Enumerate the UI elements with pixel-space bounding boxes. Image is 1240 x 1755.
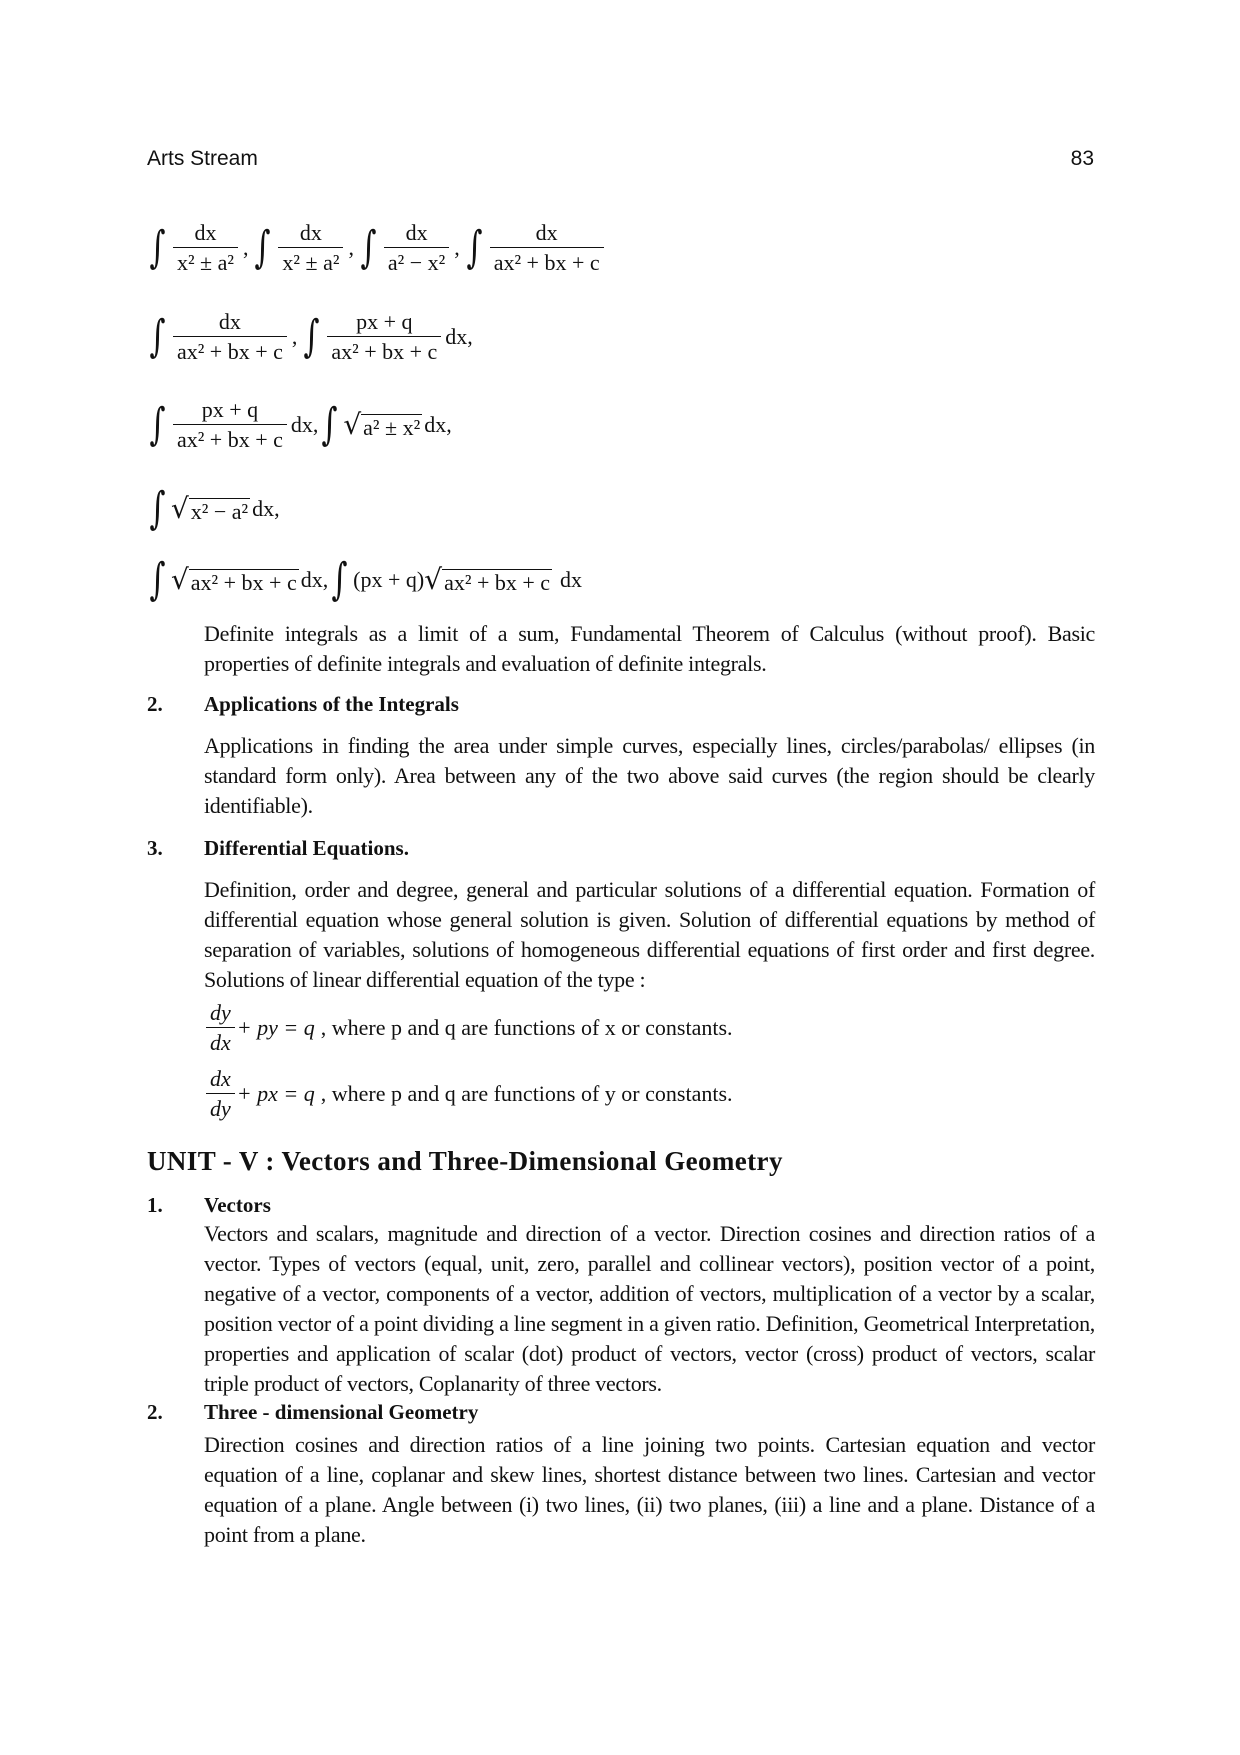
running-head: Arts Stream [147, 147, 258, 170]
formula-row-5: ∫ √ ax² + bx + c dx, ∫ (px + q) √ ax² + bx + c dx [149, 554, 583, 605]
fraction: $\frac{dy}{dx}$ [206, 1002, 235, 1054]
section-heading: Vectors [204, 1193, 271, 1217]
fraction: $\frac{dx}{\text{ax² + bx + c}}$ [490, 222, 604, 274]
fraction: $\frac{px + q}{\text{ax² + bx + c}}$ [173, 399, 287, 451]
integral-sign: ∫ [331, 554, 348, 605]
integral-sign: ∫ [466, 222, 483, 273]
unit-title: UNIT - V : Vectors and Three-Dimensional Geometry [147, 1146, 783, 1176]
integral-sign: ∫ [149, 483, 166, 534]
linear-de-dy-dx: $\frac{dy}{dx}$ + py = q , where p and q are functions of x or constants. [204, 1002, 733, 1054]
formula-row-4: ∫ √ x² − a² dx, [149, 483, 280, 534]
page-number: 83 [1070, 147, 1094, 170]
item-number: 3. [147, 836, 163, 860]
linear-de-dx-dy: $\frac{dx}{dy}$ + px = q , where p and q are functions of y or constants. [204, 1068, 733, 1120]
integral-sign: ∫ [149, 311, 166, 362]
fraction: $\frac{dx}{dy}$ [206, 1068, 235, 1120]
fraction: $\frac{dx}{\text{a² − x²}}$ [384, 222, 449, 274]
formula-row-1: ∫ $\frac{dx}{\text{x² ± a²}}$ , ∫ $\frac{dx}{\text{x² ± a²}}$ , ∫ $\frac{dx}{\text{a² − x²}}$ , ∫ $\frac{dx}{\text{ax² + bx + c}}$ [146, 222, 606, 274]
fraction: $\frac{dx}{\text{x² ± a²}}$ [278, 222, 343, 274]
square-root: √ ax² + bx + c [170, 563, 297, 596]
vectors-paragraph: Vectors and scalars, magnitude and direction of a vector. Direction cosines and direction ratios of a vector. Types of vectors (equal, unit, zero, parallel and collinear vectors), position vector of a point, negative of a vector, components of a vector, addition of vectors, multiplication of a vector by a scalar, position vector of a point dividing a line segment in a given ratio. Definition, Geometrical Interpretation, properties and application of scalar (dot) product of vectors, vector (cross) product of vectors, scalar triple product of vectors, Coplanarity of three vectors. [204, 1221, 1095, 1396]
applications-paragraph: Applications in finding the area under simple curves, especially lines, circles/parabolas/ ellipses (in standard form only). Area between any of the two above said curves (the region should be clearly identifiable). [204, 733, 1095, 818]
section-heading: Applications of the Integrals [204, 692, 459, 716]
integral-sign: ∫ [149, 399, 166, 450]
page-header [147, 147, 1094, 177]
item-number: 2. [147, 1400, 163, 1424]
square-root: √ x² − a² [170, 492, 249, 525]
integral-sign: ∫ [360, 222, 377, 273]
fraction: $\frac{dx}{\text{ax² + bx + c}}$ [173, 311, 287, 363]
section-heading: Differential Equations. [204, 836, 409, 860]
fraction: $\frac{px + q}{\text{ax² + bx + c}}$ [327, 311, 441, 363]
definite-integrals-paragraph: Definite integrals as a limit of a sum, Fundamental Theorem of Calculus (without proof). Basic properties of definite integrals and evaluation of definite integrals. [204, 621, 1095, 676]
formula-row-3: ∫ $\frac{px + q}{\text{ax² + bx + c}}$ dx, ∫ √ a² ± x² dx, [149, 397, 452, 452]
item-number: 1. [147, 1193, 163, 1217]
integral-sign: ∫ [149, 222, 166, 273]
integral-sign: ∫ [149, 554, 166, 605]
item-number: 2. [147, 692, 163, 716]
formula-row-2: ∫ $\frac{dx}{\text{ax² + bx + c}}$ , ∫ $\frac{px + q}{\text{ax² + bx + c}}$ dx, [149, 309, 473, 364]
differential-equations-paragraph: Definition, order and degree, general and particular solutions of a differential equation. Formation of differential equation whose general solution is given. Solution of differential equations by method of separation of variables, solutions of homogeneous differential equations of first order and first degree. Solutions of linear differential equation of the type : [204, 877, 1095, 992]
fraction: $\frac{dx}{\text{x² ± a²}}$ [173, 222, 238, 274]
three-dimensional-geometry-paragraph: Direction cosines and direction ratios of a line joining two points. Cartesian equation and vector equation of a line, coplanar and skew lines, shortest distance between two lines. Cartesian and vector equation of a plane. Angle between (i) two lines, (ii) two planes, (iii) a line and a plane. Distance of a point from a plane. [204, 1432, 1095, 1547]
integral-sign: ∫ [321, 399, 338, 450]
square-root: √ ax² + bx + c [424, 563, 551, 596]
integral-sign: ∫ [303, 311, 320, 362]
integral-sign: ∫ [254, 222, 271, 273]
square-root: √ a² ± x² [343, 408, 421, 441]
section-heading: Three - dimensional Geometry [204, 1400, 479, 1424]
